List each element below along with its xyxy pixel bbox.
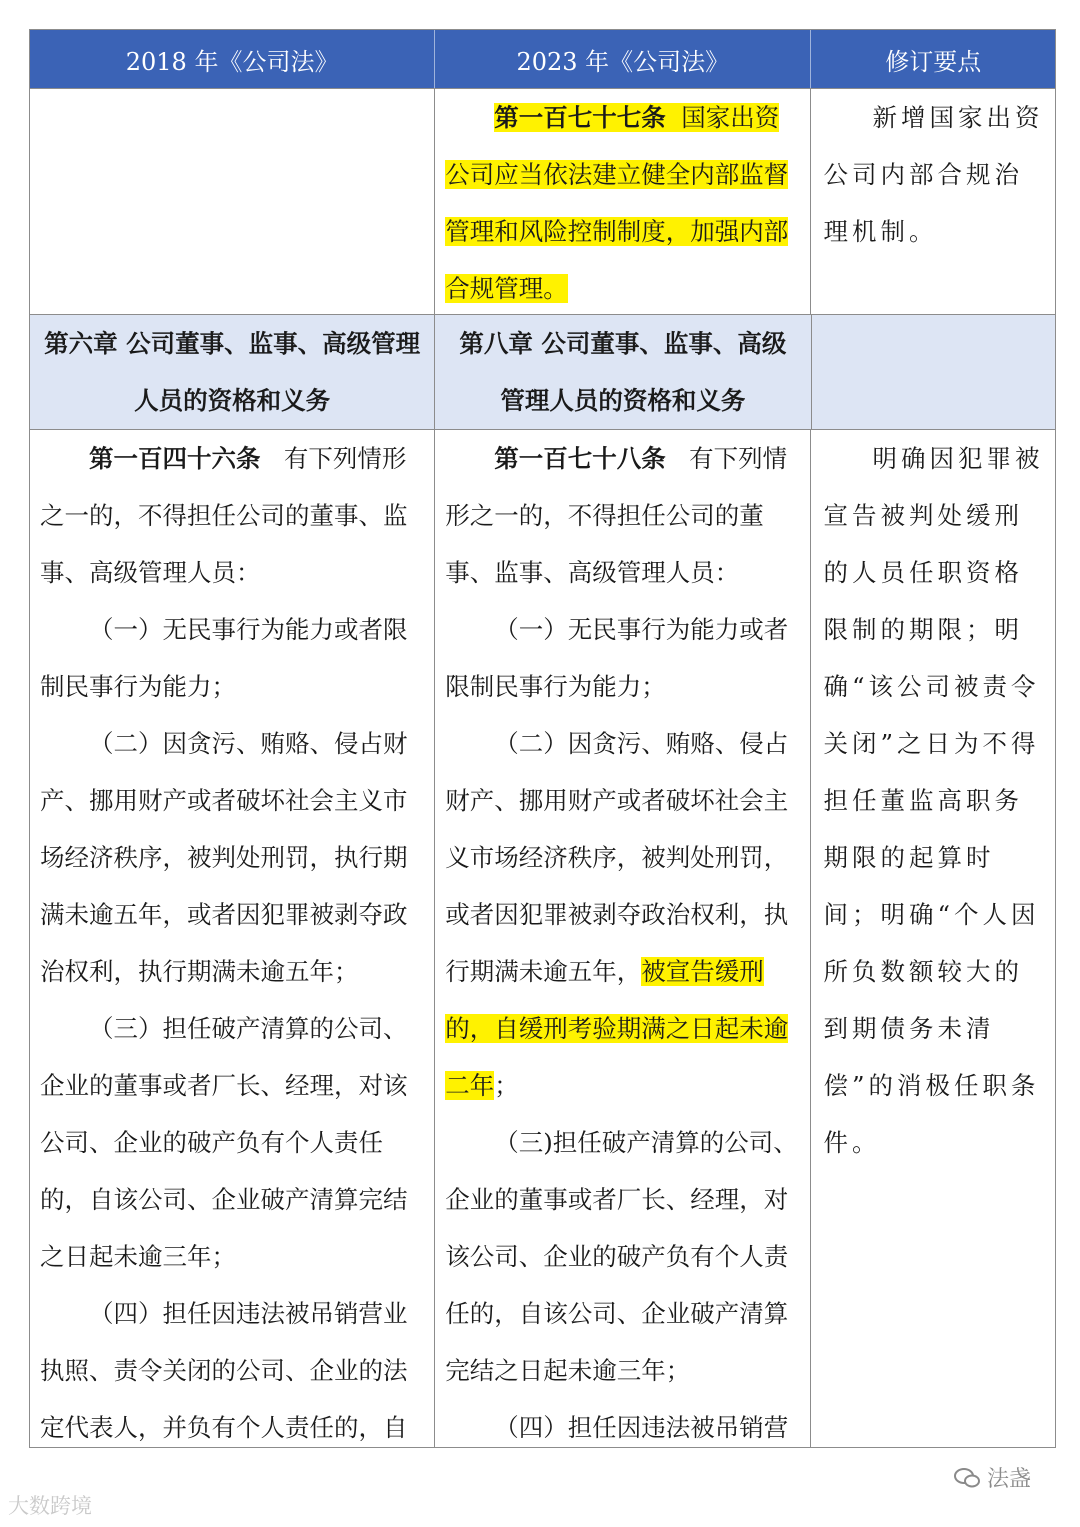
article-intro: 有下列情形之一的，不得担任公司的董事、监事、高级管理人员： [445,444,788,587]
revision-note: 明确因犯罪被宣告被判处缓刑的人员任职资格限制的期限；明确“该公司被责令关闭”之日为不得担任董监高职务期限的起算时间；明确“个人因所负数额较大的到期债务未清偿”的消极任职条件。 [823,444,1044,1157]
table-row [30,88,1055,314]
chapter-row [30,314,1055,429]
highlighted-amendment: 被宣告缓刑的，自缓刑考验期满之日起未逾二年 [445,957,789,1100]
header-2023: 2023 年《公司法》 [435,30,811,88]
list-item: （三)担任破产清算的公司、企业的董事或者厂长、经理，对该公司、企业的破产负有个人责任的，自该公司、企业破产清算完结之日起未逾三年； [445,1128,798,1385]
watermark-left-text: 大数跨境 [8,1494,92,1518]
watermark-left [8,1490,92,1520]
article-number: 第一百七十八条 [494,444,666,473]
chapter-2018 [30,315,435,429]
cell-2023-art177 [435,89,811,314]
list-item: （二）因贪污、贿赂、侵占财产、挪用财产或者破坏社会主义市场经济秩序，被判处刑罚，或者因犯罪被剥夺政治权利，执行期满未逾五年，被宣告缓刑的，自缓刑考验期满之日起未逾二年； [445,729,789,1100]
list-item: （四）担任因违法被吊销营业执照、责令关闭的公司、企业的法定代表人，并负有个人责任的，自 [40,1299,408,1442]
article-intro: 有下列情形之一的，不得担任公司的董事、监事、高级管理人员： [40,444,408,587]
chapter-empty [812,315,1056,429]
article-number: 第一百七十七条 [494,103,666,132]
watermark-right-text: 法盏 [987,1467,1032,1492]
article-number: 第一百四十六条 [89,444,261,473]
cell-revision-note [811,89,1055,314]
list-item: （四）担任因违法被吊销营 [494,1413,789,1442]
header-2018: 2018 年《公司法》 [30,30,435,88]
comparison-table [29,29,1056,1448]
cell-2018-empty [30,89,435,314]
watermark-right [953,1462,1031,1493]
cell-2018-art146 [30,430,435,1447]
wechat-icon [953,1467,981,1489]
chapter-line: 人员的资格和义务 [134,386,331,415]
cell-2023-art178 [435,430,811,1447]
chapter-line: 第八章 公司董事、监事、高级 [459,329,787,358]
article-text: 国家出资公司应当依法建立健全内部监督管理和风险控制制度，加强内部合规管理。 [445,103,789,303]
chapter-line: 管理人员的资格和义务 [500,386,746,415]
chapter-2023 [435,315,811,429]
cell-revision-note [811,430,1055,1447]
list-item: （三）担任破产清算的公司、企业的董事或者厂长、经理，对该公司、企业的破产负有个人责任的，自该公司、企业破产清算完结之日起未逾三年； [40,1014,408,1271]
list-item: （二）因贪污、贿赂、侵占财产、挪用财产或者破坏社会主义市场经济秩序，被判处刑罚，执行期满未逾五年，或者因犯罪被剥夺政治权利，执行期满未逾五年； [40,729,408,986]
chapter-line: 第六章 公司董事、监事、高级管理 [44,329,421,358]
list-item: （一）无民事行为能力或者限制民事行为能力； [40,615,408,701]
table-header-row [30,30,1055,88]
list-item: （一）无民事行为能力或者限制民事行为能力； [445,615,789,701]
revision-note: 新增国家出资公司内部合规治理机制。 [823,103,1044,246]
header-revision-points: 修订要点 [885,47,982,76]
table-row [30,429,1055,1447]
